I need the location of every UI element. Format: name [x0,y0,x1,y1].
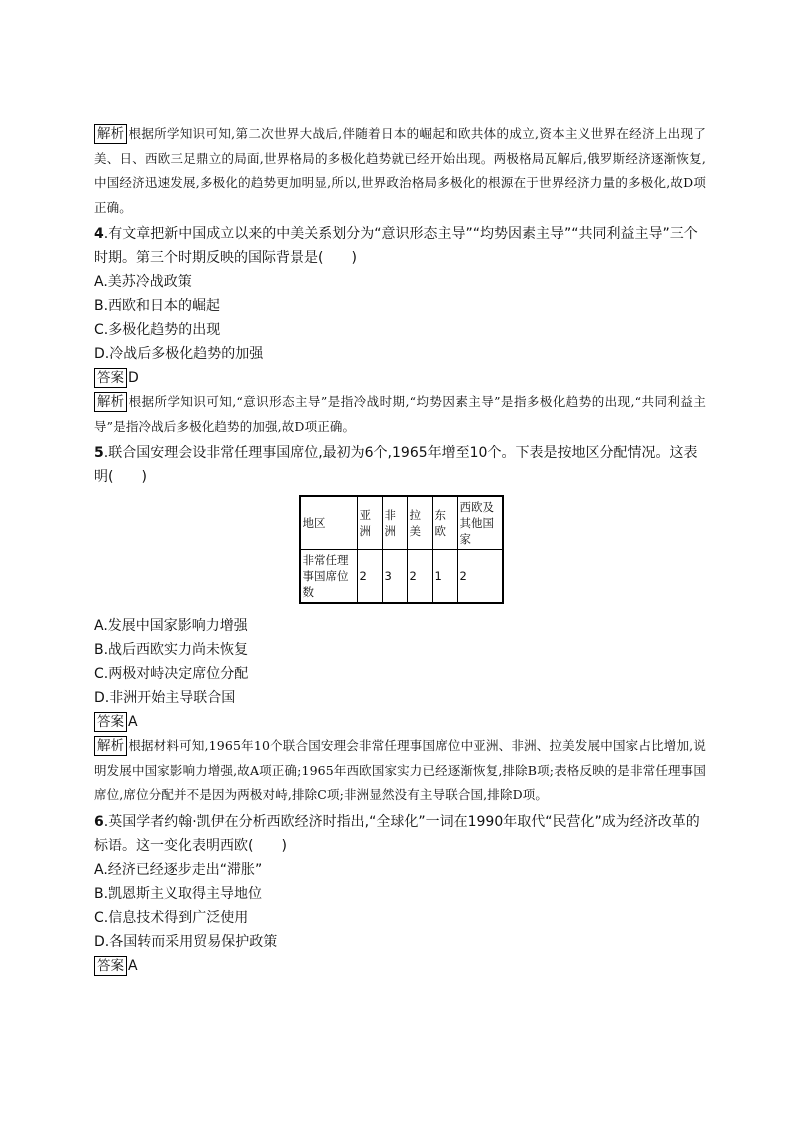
q6-answer [94,954,706,978]
q4-answer [94,366,706,390]
table-cell: 2 [357,550,382,604]
q4-explanation [94,390,706,439]
q4-option-c: C.多极化趋势的出现 [94,322,221,338]
table-header-cell: 地区 [300,496,358,550]
q4-explanation-text: 根据所学知识可知,“意识形态主导”是指冷战时期,“均势因素主导”是指多极化趋势的出现,“共同利益主导”是指冷战后多极化趋势的加强,故D项正确。 [94,394,706,434]
q6-option-d: D.各国转而采用贸易保护政策 [94,933,278,950]
table-header-cell: 非洲 [382,496,407,550]
q5-explanation-text: 根据材料可知,1965年10个联合国安理会非常任理事国席位中亚洲、非洲、拉美发展中国家占比增加,说明发展中国家影响力增强,故A项正确;1965年西欧国家实力已经逐渐恢复,排除B项;表格反映的是非常任理事国席位,席位分配并不是因为两极对峙,排除C项;非洲显然没有主导联合国,排除D项。 [94,738,707,802]
q5-number: 5 [94,445,104,461]
q6-stem [94,810,706,858]
table-row-label: 非常任理事国席位数 [300,550,358,604]
document-content [94,122,706,978]
answer-label: 答案 [94,712,127,732]
q6-option-b: B.凯恩斯主义取得主导地位 [94,885,263,902]
q6-option-c: C.信息技术得到广泛使用 [94,909,249,926]
seat-allocation-table [299,495,504,604]
q6-stem-text: .英国学者约翰·凯伊在分析西欧经济时指出,“全球化”一词在1990年取代“民营化”成为经济改革的标语。这一变化表明西欧( ) [94,813,700,854]
table-header-cell: 西欧及其他国家 [457,496,503,550]
table-cell: 3 [382,550,407,604]
q5-option-c: C.两极对峙决定席位分配 [94,666,249,682]
q5-explanation [94,734,706,808]
answer-label: 答案 [94,956,127,976]
table-header-cell: 拉美 [407,496,432,550]
q4-stem [94,222,706,270]
q5-option-b: B.战后西欧实力尚未恢复 [94,642,249,658]
table-header-cell: 东欧 [432,496,457,550]
q4-stem-text: .有文章把新中国成立以来的中美关系划分为“意识形态主导”“均势因素主导”“共同利益主导”三个时期。第三个时期反映的国际背景是( ) [94,226,698,266]
answer-label: 答案 [94,368,127,388]
q6-option-a: A.经济已经逐步走出“滞胀” [94,861,263,878]
q4-number: 4 [94,226,104,242]
q4-option-a: A.美苏冷战政策 [94,274,192,290]
q3-explanation-text: 根据所学知识可知,第二次世界大战后,伴随着日本的崛起和欧共体的成立,资本主义世界在经济上出现了美、日、西欧三足鼎立的局面,世界格局的多极化趋势就已经开始出现。两极格局瓦解后,俄罗斯经济逐渐恢复,中国经济迅速发展,多极化的趋势更加明显,所以,世界政治格局多极化的根源在于世界经济力量的多极化,故D项正确。 [94,126,706,215]
q3-explanation [94,122,706,220]
table-cell: 1 [432,550,457,604]
table-header-cell: 亚洲 [357,496,382,550]
table-cell: 2 [457,550,503,604]
table-header-row [300,496,503,550]
table-row [300,550,503,604]
explain-label: 解析 [94,124,127,144]
table-cell: 2 [407,550,432,604]
q5-table-wrap [94,495,706,604]
q4-option-d: D.冷战后多极化趋势的加强 [94,346,264,362]
explain-label: 解析 [94,392,127,412]
q5-option-d: D.非洲开始主导联合国 [94,690,236,706]
q5-answer [94,710,706,734]
q5-stem-text: .联合国安理会设非常任理事国席位,最初为6个,1965年增至10个。下表是按地区分配情况。这表明( ) [94,445,698,485]
q4-answer-value: D [128,370,139,386]
q5-option-a: A.发展中国家影响力增强 [94,618,248,634]
q4-option-b: B.西欧和日本的崛起 [94,298,221,314]
q6-answer-value: A [128,957,138,974]
q6-number: 6 [94,813,104,830]
explain-label: 解析 [94,736,127,756]
q5-answer-value: A [128,714,138,730]
q5-stem [94,441,706,489]
